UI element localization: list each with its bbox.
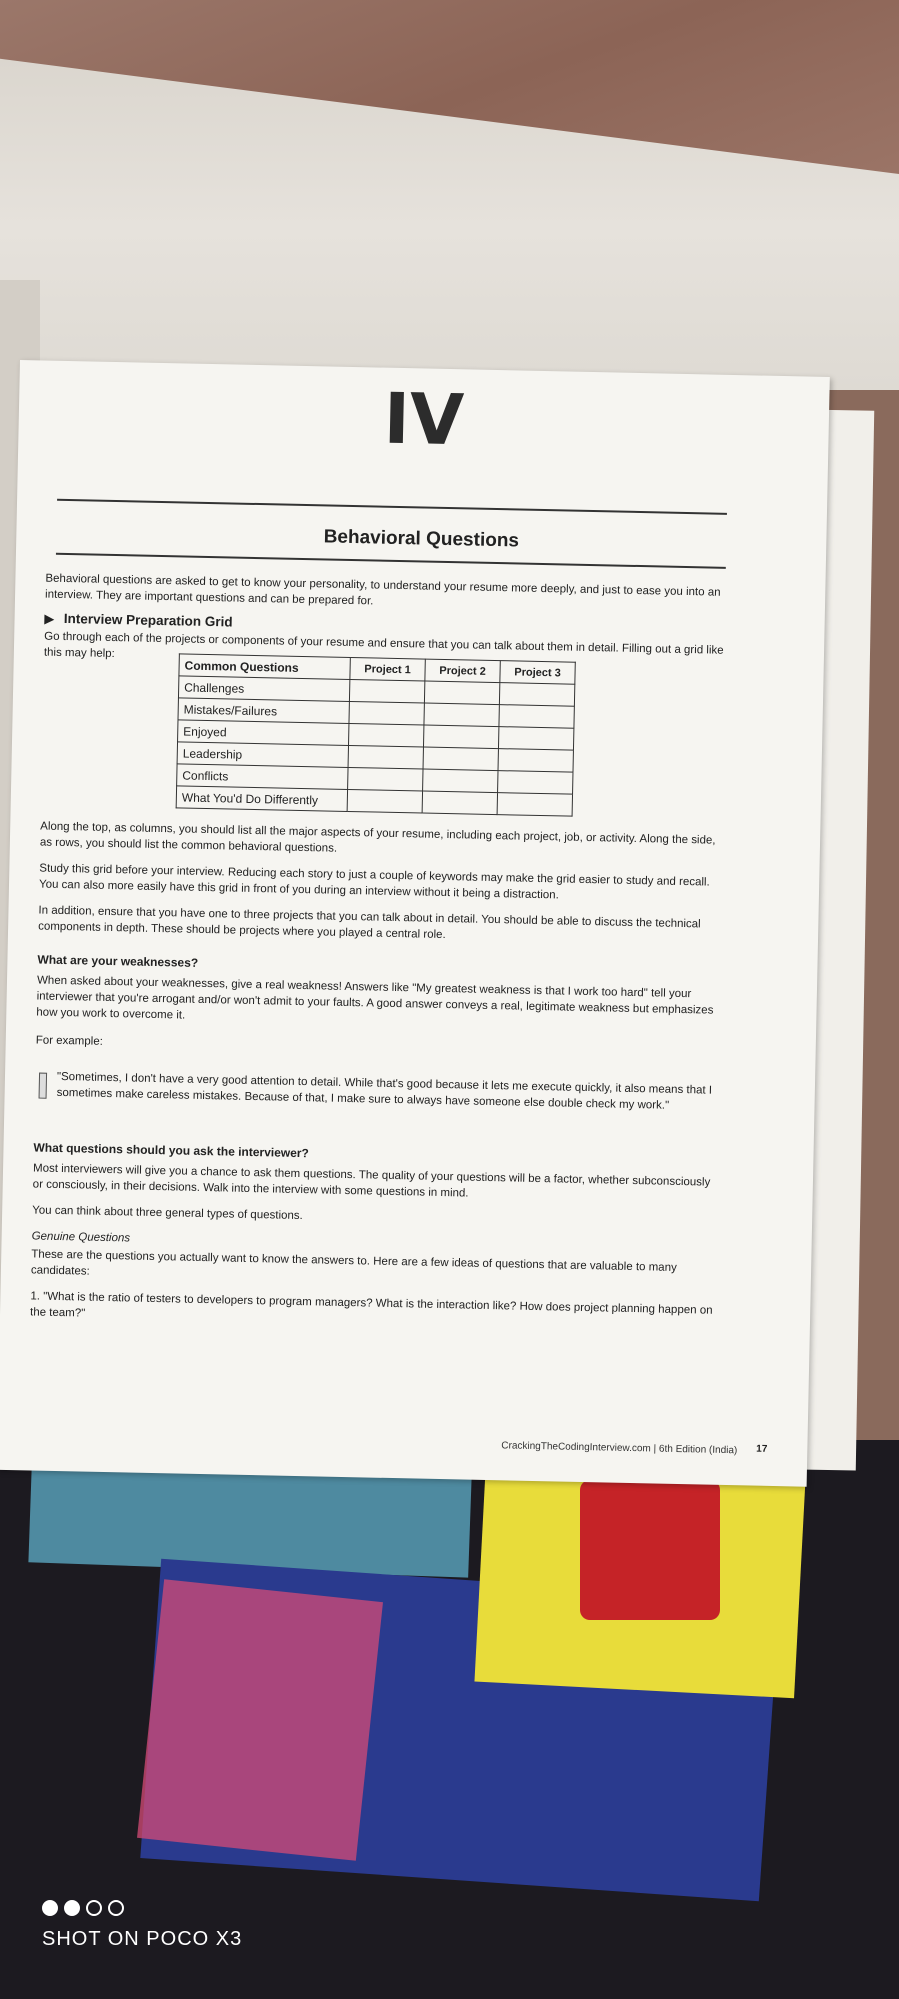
grid-paragraph-3: In addition, ensure that you have one to three projects that you can talk about in detail. You should be able to discuss the technical components in depth. These should be projects where you played a central role. [38,904,701,942]
grid-header-project-3: Project 3 [500,661,575,685]
title-rule-bottom [56,553,726,569]
ask-interviewer-heading: What questions should you ask the interviewer? [33,1140,309,1161]
intro-paragraph: Behavioral questions are asked to get to know your personality, to understand your resume more deeply, and just to ease you into an interview. They are important questions and can be prepared for. [44,572,721,608]
weaknesses-body: When asked about your weaknesses, give a real weakness! Answers like "My greatest weakness is that I work too hard" tell your interviewer that you're arrogant and/or won't admit to your faults. A good answer conveys a real, legitimate weakness but emphasizes how you work to overcome it. [36,974,714,1022]
list-item: 1. "What is the ratio of testers to developers to program managers? What is the interaction like? How does project planning happen on the team?" [29,1290,713,1320]
page-number: 17 [756,1443,768,1455]
ask-interviewer-body: Most interviewers will give you a chance to ask them questions. The quality of your questions will be a factor, whether subconsciously or consciously, in their decisions. Walk into the interview with some questions in mind. [32,1162,711,1200]
quote-marker-icon [39,1073,48,1099]
grid-header-project-1: Project 1 [350,657,425,681]
book-cover-teal [28,1462,471,1577]
grid-row-label: Challenges [178,676,349,702]
book-cover-red [580,1480,720,1620]
page-footer: CrackingTheCodingInterview.com | 6th Edition (India) [501,1440,738,1457]
title-rule-top [57,499,727,515]
grid-paragraph-1: Along the top, as columns, you should list all the major aspects of your resume, including each project, job, or activity. Along the side, as rows, you should list the common behavioral questions. [39,820,716,855]
genuine-questions-subheading: Genuine Questions [31,1230,131,1245]
grid-header-project-2: Project 2 [425,659,500,683]
book-cover-pink [137,1579,383,1861]
grid-row-label: What You'd Do Differently [176,786,347,812]
grid-row-label: Leadership [177,742,348,768]
chapter-title: Behavioral Questions [323,526,520,552]
camera-watermark [42,1900,242,1951]
book-page [0,360,830,1487]
question-types-intro: You can think about three general types of questions. [32,1204,303,1223]
grid-intro: Go through each of the projects or components of your resume and ensure that you can talk about them in detail. Filling out a grid like this may help: [43,630,724,661]
example-label: For example: [35,1034,103,1048]
grid-row-label: Conflicts [177,764,348,790]
grid-header-questions: Common Questions [179,654,350,680]
grid-row-label: Enjoyed [178,720,349,746]
preparation-grid [176,653,576,816]
watermark-text: SHOT ON POCO X3 [42,1928,243,1950]
grid-heading: ▶ Interview Preparation Grid [44,610,233,630]
grid-row-label: Mistakes/Failures [178,698,349,724]
grid-paragraph-2: Study this grid before your interview. Reducing each story to just a couple of keywords may make the grid easier to study and recall. You can also more easily have this grid in front of you during an interview without it being a distraction. [38,862,710,902]
watermark-dots-icon [42,1900,242,1916]
weaknesses-heading: What are your weaknesses? [37,952,199,970]
chapter-number: IV [382,377,465,462]
triangle-bullet-icon: ▶ [44,611,54,626]
weakness-quote: "Sometimes, I don't have a very good attention to detail. While that's good because it lets me execute quickly, it also means that I sometimes make careless mistakes. Because of that, I make sure to always have someone else double check my work." [56,1070,713,1112]
genuine-questions-intro: These are the questions you actually want to know the answers to. Here are a few ideas of questions that are valuable to many candidates: [30,1248,677,1278]
